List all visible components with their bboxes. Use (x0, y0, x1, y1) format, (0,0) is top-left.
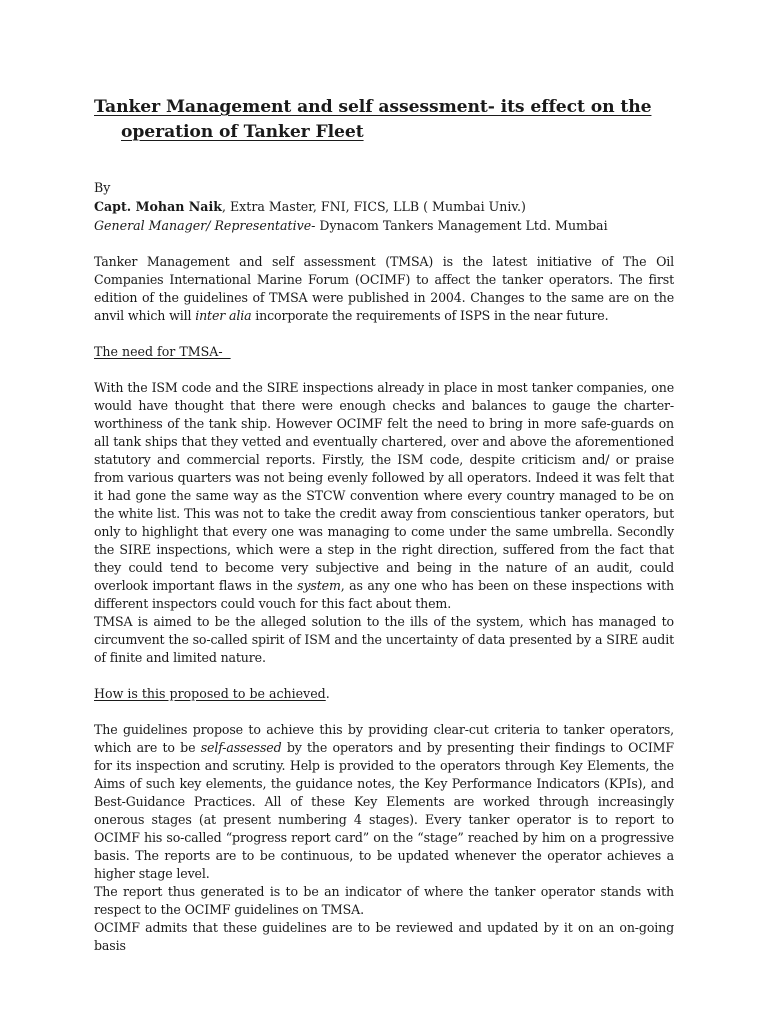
how-paragraph-3: OCIMF admits that these guidelines are to be reviewed and updated by it on an on-going basis (94, 920, 674, 953)
intro-text-2: incorporate the requirements of ISPS in the near future. (251, 308, 609, 323)
how-heading-suffix: . (325, 686, 330, 701)
author-name: Capt. Mohan Naik (94, 199, 222, 214)
intro-text-1: Tanker Management and self assessment (TMSA) is the latest initiative of The Oil Companies International Marine Forum (OCIMF) to affect the tanker operators. The first edition of the guidelines of TMSA were published in 2004. Changes to the same are on the anvil which will (94, 254, 674, 323)
need-paragraph-2: TMSA is aimed to be the alleged solution to the ills of the system, which has managed to circumvent the so-called spirit of ISM and the uncertainty of data presented by a SIRE audit of finite and limited nature. (94, 614, 674, 665)
need-paragraph-1 (94, 379, 674, 613)
document-title: Tanker Management and self assessment- its effect on the operation of Tanker Fleet (94, 97, 652, 142)
author-role-line (94, 216, 674, 235)
author-credentials: , Extra Master, FNI, FICS, LLB ( Mumbai Univ.) (221, 199, 526, 214)
intro-paragraph (94, 253, 674, 325)
how-text-2: by the operators and by presenting their findings to OCIMF for its inspection and scrutiny. Help is provided to the operators through Key Elements, the Aims of such key elements, the guidance notes, the Key Performance Indicators (KPIs), and Best-Guidance Practices. All of these Key Elements are worked through increasingly onerous stages (at present numbering 4 stages). Every tanker operator is to report to OCIMF his so-called “progress report card” on the “stage” reached by him on a progressive basis. The reports are to be continuous, to be updated whenever the operator achieves a higher stage level. (94, 740, 674, 881)
author-organization: Dynacom Tankers Management Ltd. Mumbai (315, 218, 608, 233)
byline-by: By (94, 180, 111, 195)
need-text-1: With the ISM code and the SIRE inspections already in place in most tanker companies, one would have thought that there were enough checks and balances to gauge the charter-worthiness of the tank ship. However OCIMF felt the need to bring in more safe-guards on all tank ships that they vetted and eventually chartered, over and above the aforementioned statutory and commercial reports. Firstly, the ISM code, despite criticism and/ or praise from various quarters was not being evenly followed by all operators. Indeed it was felt that it had gone the same way as the STCW convention where every country managed to be on the white list. This was not to take the credit away from conscientious tanker operators, but only to highlight that every one was managing to come under the same umbrella. Secondly the SIRE inspections, which were a step in the right direction, suffered from the fact that they could tend to become very subjective and being in the nature of an audit, could overlook important flaws in the (94, 380, 674, 593)
section-heading-need: The need for TMSA- (94, 344, 231, 359)
need-text-2: , as any one who has been on these inspections with different inspectors could vouch for this fact about them. (94, 578, 674, 611)
need-italic: system (297, 578, 341, 593)
author-role: General Manager/ Representative- (94, 218, 316, 233)
how-italic: self-assessed (200, 740, 282, 755)
intro-italic: inter alia (195, 308, 252, 323)
section-heading-how (94, 685, 674, 703)
how-paragraph-2: The report thus generated is to be an indicator of where the tanker operator stands with respect to the OCIMF guidelines on TMSA. (94, 884, 674, 917)
byline (94, 178, 674, 235)
author-line (94, 197, 674, 216)
how-heading-text: How is this proposed to be achieved (94, 686, 326, 701)
how-text-1: The guidelines propose to achieve this by providing clear-cut criteria to tanker operators, which are to be (94, 722, 674, 755)
document-page (94, 95, 674, 955)
how-paragraph-1 (94, 721, 674, 883)
